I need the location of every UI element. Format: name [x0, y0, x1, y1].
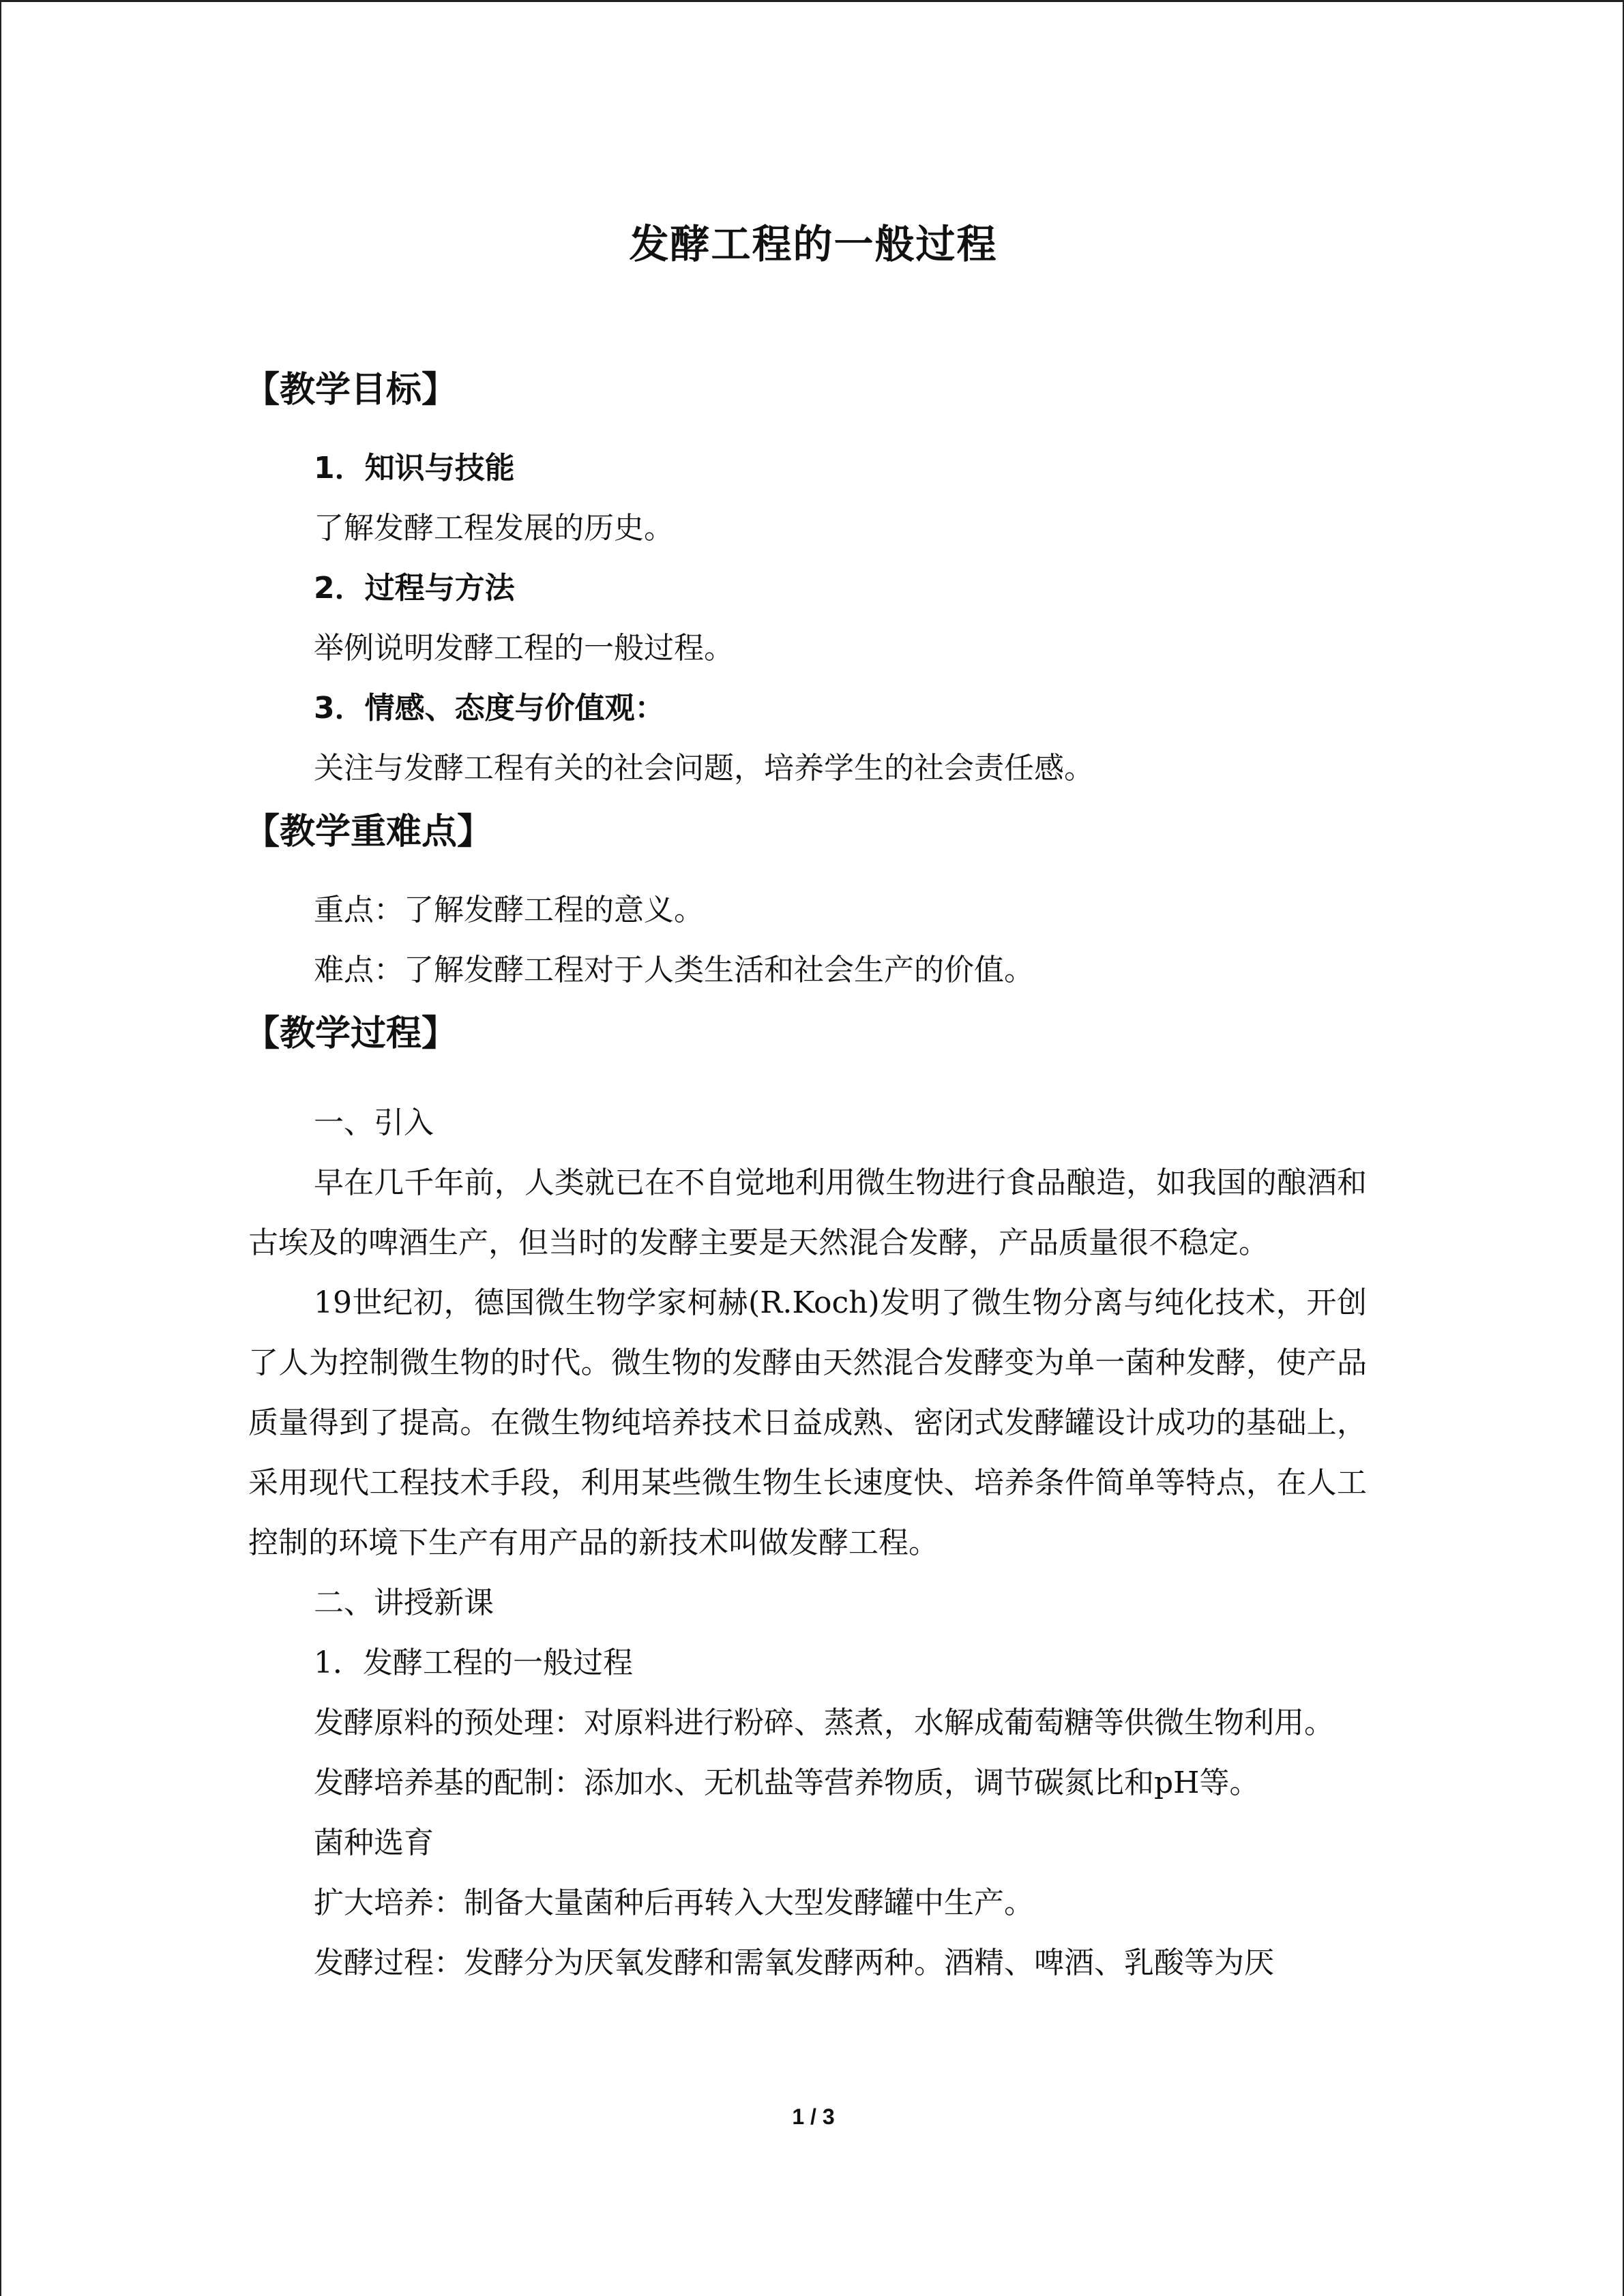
section-heading-key-points: 【教学重难点】: [244, 811, 493, 852]
intro-paragraph-2: 19世纪初，德国微生物学家柯赫(R.Koch)发明了微生物分离与纯化技术，开创了人为控制微生物的时代。微生物的发酵由天然混合发酵变为单一菌种发酵，使产品质量得到了提高。在微生物纯培养技术日益成熟、密闭式发酵罐设计成功的基础上，采用现代工程技术手段，利用某些微生物生长速度快、培养条件简单等特点，在人工控制的环境下生产有用产品的新技术叫做发酵工程。: [248, 1285, 1367, 1560]
document-title: 发酵工程的一般过程: [629, 221, 998, 267]
objective-1-heading: 1．知识与技能: [314, 451, 515, 486]
intro-paragraph-1: 早在几千年前，人类就已在不自觉地利用微生物进行食品酿造，如我国的酿酒和古埃及的啤酒生产，但当时的发酵主要是天然混合发酵，产品质量很不稳定。: [248, 1165, 1367, 1260]
fermentation-process-line: 发酵过程：发酵分为厌氧发酵和需氧发酵两种。酒精、啤酒、乳酸等为厌: [314, 1945, 1274, 1980]
pretreatment-paragraph: 发酵原料的预处理：对原料进行粉碎、蒸煮，水解成葡萄糖等供微生物利用。: [314, 1705, 1334, 1740]
objective-3-text: 关注与发酵工程有关的社会问题，培养学生的社会责任感。: [314, 751, 1094, 786]
document-body: [244, 357, 1367, 1993]
section-heading-objectives: 【教学目标】: [244, 370, 458, 411]
objective-3-heading: 3．情感、态度与价值观：: [314, 691, 665, 726]
objective-1-text: 了解发酵工程发展的历史。: [314, 511, 674, 546]
expand-culture-line: 扩大培养：制备大量菌种后再转入大型发酵罐中生产。: [314, 1885, 1034, 1920]
intro-heading: 一、引入: [314, 1105, 434, 1140]
strain-line: 菌种选育: [314, 1825, 434, 1860]
medium-line: 发酵培养基的配制：添加水、无机盐等营养物质，调节碳氮比和pH等。: [314, 1765, 1260, 1800]
page-number: 1 / 3: [792, 2104, 835, 2129]
subsection-1-heading: 1．发酵工程的一般过程: [314, 1645, 633, 1680]
objective-2-heading: 2．过程与方法: [314, 571, 515, 606]
objective-2-text: 举例说明发酵工程的一般过程。: [314, 631, 734, 666]
section-heading-process: 【教学过程】: [244, 1013, 458, 1054]
difficult-point-text: 难点：了解发酵工程对于人类生活和社会生产的价值。: [314, 953, 1034, 987]
new-lesson-heading: 二、讲授新课: [314, 1585, 494, 1620]
key-point-text: 重点：了解发酵工程的意义。: [314, 893, 704, 927]
